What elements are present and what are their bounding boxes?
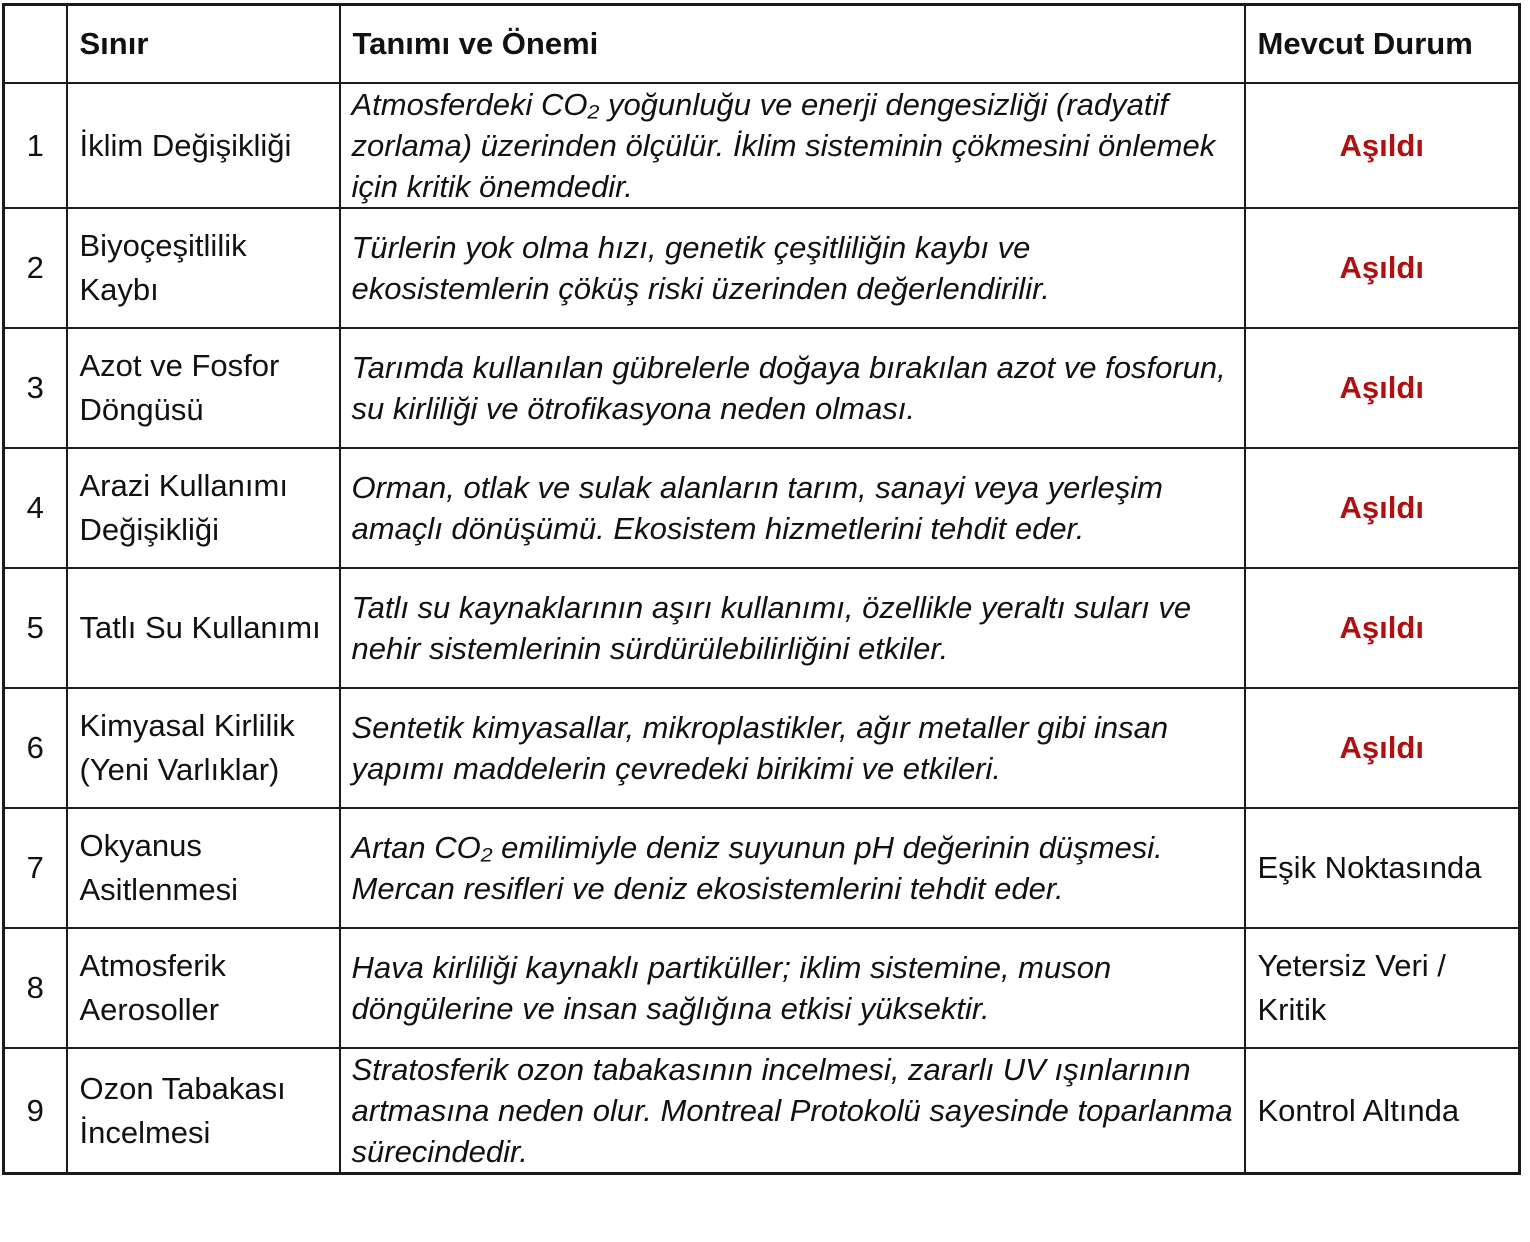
row-description: Tatlı su kaynaklarının aşırı kullanımı, özellikle yeraltı suları ve nehir sistemlerinin sürdürülebilirliğini etkiler. [340, 568, 1245, 688]
header-boundary: Sınır [67, 5, 340, 84]
table-row [4, 928, 1520, 1048]
row-number: 6 [4, 688, 67, 808]
header-status: Mevcut Durum [1245, 5, 1520, 84]
row-boundary: Okyanus Asitlenmesi [67, 808, 340, 928]
row-description: Türlerin yok olma hızı, genetik çeşitliliğin kaybı ve ekosistemlerin çöküş riski üzerinden değerlendirilir. [340, 208, 1245, 328]
row-number: 2 [4, 208, 67, 328]
table-row [4, 208, 1520, 328]
row-boundary: Arazi Kullanımı Değişikliği [67, 448, 340, 568]
table-row [4, 83, 1520, 208]
planetary-boundaries-table [2, 3, 1521, 1175]
row-boundary: Biyoçeşitlilik Kaybı [67, 208, 340, 328]
row-boundary: Kimyasal Kirlilik (Yeni Varlıklar) [67, 688, 340, 808]
row-description: Hava kirliliği kaynaklı partiküller; iklim sistemine, muson döngülerine ve insan sağlığına etkisi yüksektir. [340, 928, 1245, 1048]
row-number: 5 [4, 568, 67, 688]
table-row [4, 328, 1520, 448]
header-number [4, 5, 67, 84]
row-boundary: Atmosferik Aerosoller [67, 928, 340, 1048]
header-description: Tanımı ve Önemi [340, 5, 1245, 84]
row-description: Sentetik kimyasallar, mikroplastikler, ağır metaller gibi insan yapımı maddelerin çevredeki birikimi ve etkileri. [340, 688, 1245, 808]
table-row [4, 568, 1520, 688]
row-status: Aşıldı [1245, 568, 1520, 688]
row-number: 3 [4, 328, 67, 448]
row-boundary: Azot ve Fosfor Döngüsü [67, 328, 340, 448]
table-row [4, 1048, 1520, 1174]
row-boundary: İklim Değişikliği [67, 83, 340, 208]
row-description: Tarımda kullanılan gübrelerle doğaya bırakılan azot ve fosforun, su kirliliği ve ötrofikasyona neden olması. [340, 328, 1245, 448]
row-boundary: Tatlı Su Kullanımı [67, 568, 340, 688]
row-status: Aşıldı [1245, 328, 1520, 448]
row-description: Artan CO₂ emilimiyle deniz suyunun pH değerinin düşmesi. Mercan resifleri ve deniz ekosistemlerini tehdit eder. [340, 808, 1245, 928]
row-description: Stratosferik ozon tabakasının incelmesi, zararlı UV ışınlarının artmasına neden olur. Montreal Protokolü sayesinde toparlanma sürecindedir. [340, 1048, 1245, 1174]
row-status: Eşik Noktasında [1245, 808, 1520, 928]
planetary-boundaries-table-wrapper [2, 3, 1521, 1175]
row-status: Aşıldı [1245, 688, 1520, 808]
row-boundary: Ozon Tabakası İncelmesi [67, 1048, 340, 1174]
row-number: 1 [4, 83, 67, 208]
table-row [4, 448, 1520, 568]
row-status: Aşıldı [1245, 208, 1520, 328]
row-number: 4 [4, 448, 67, 568]
row-status: Yetersiz Veri / Kritik [1245, 928, 1520, 1048]
table-row [4, 808, 1520, 928]
table-row [4, 688, 1520, 808]
row-number: 9 [4, 1048, 67, 1174]
row-status: Aşıldı [1245, 448, 1520, 568]
row-status: Kontrol Altında [1245, 1048, 1520, 1174]
row-number: 8 [4, 928, 67, 1048]
row-description: Orman, otlak ve sulak alanların tarım, sanayi veya yerleşim amaçlı dönüşümü. Ekosistem hizmetlerini tehdit eder. [340, 448, 1245, 568]
row-status: Aşıldı [1245, 83, 1520, 208]
row-description: Atmosferdeki CO₂ yoğunluğu ve enerji dengesizliği (radyatif zorlama) üzerinden ölçülür. İklim sisteminin çökmesini önlemek için kritik önemdedir. [340, 83, 1245, 208]
row-number: 7 [4, 808, 67, 928]
table-header-row [4, 5, 1520, 84]
